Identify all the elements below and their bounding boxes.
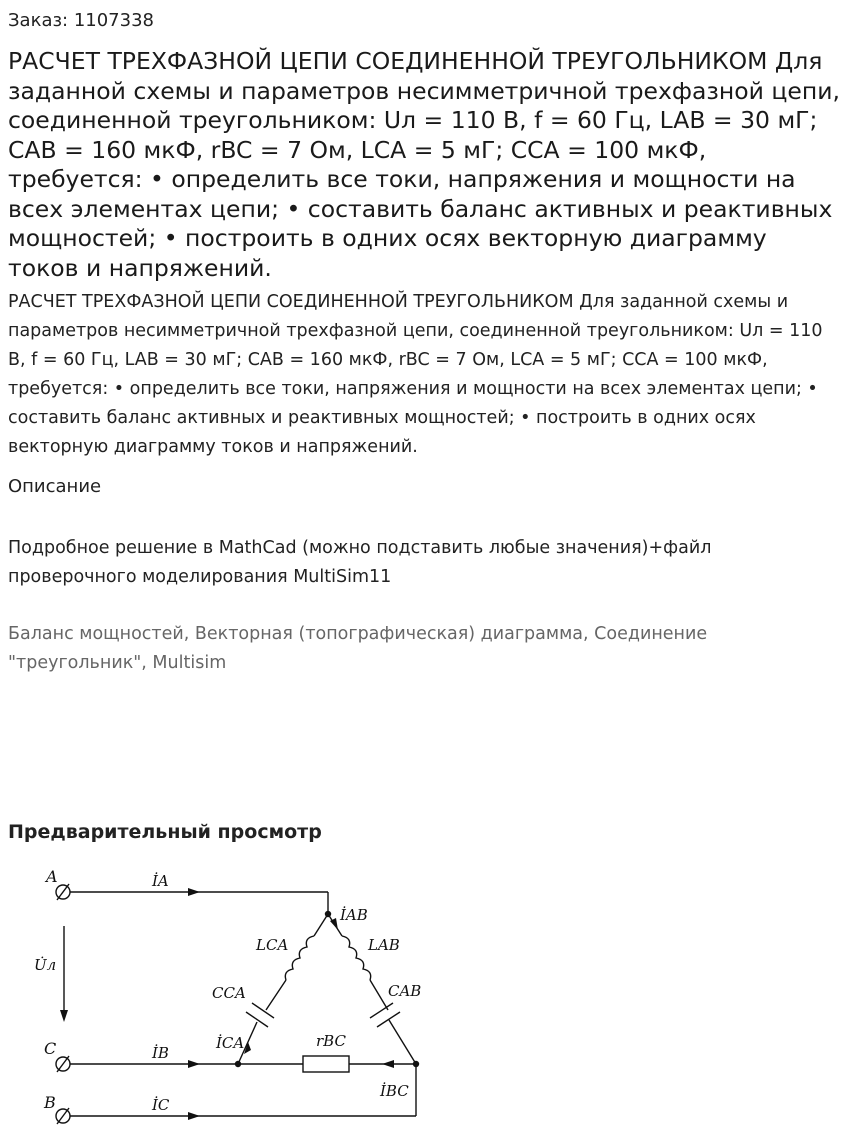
tags-list: Баланс мощностей, Векторная (топографическая) диаграмма, Соединение "треугольник", Multisim bbox=[8, 624, 708, 673]
arrow-ic bbox=[188, 1112, 200, 1120]
label-terminal-c: C bbox=[44, 1039, 57, 1058]
wire-ca-top bbox=[314, 914, 328, 936]
label-c-ca: CCA bbox=[212, 984, 246, 1002]
label-current-ab: İAB bbox=[340, 906, 368, 924]
preview-heading: Предварительный просмотр bbox=[8, 821, 322, 843]
label-terminal-a: A bbox=[46, 867, 58, 886]
arrow-ibc bbox=[382, 1060, 394, 1068]
description-heading: Описание bbox=[8, 476, 102, 497]
label-current-c: İC bbox=[152, 1096, 170, 1114]
capacitor-cab-plate1 bbox=[370, 1003, 393, 1018]
arrow-voltage bbox=[60, 1010, 68, 1022]
label-voltage: U̇л bbox=[34, 956, 57, 974]
task-body-text: РАСЧЕТ ТРЕХФАЗНОЙ ЦЕПИ СОЕДИНЕННОЙ ТРЕУГОЛЬНИКОМ Для заданной схемы и параметров несимметричной трехфазной цепи, соединенной треугольником: Uл = 110 В, f = 60 Гц, LAB = 30 мГ; CAB = 160 мкФ, rBC = 7 Ом, LCA = 5 мГ; CCA = 100 мкФ, требуется: • определить все токи, напряжения и мощности на всех элементах цепи; • составить баланс активных и реактивных мощностей; • построить в одних осях векторную диаграмму токов и напряжений. bbox=[8, 292, 823, 457]
wire-ca-mid bbox=[266, 980, 286, 1010]
inductor-lab bbox=[342, 936, 371, 980]
capacitor-cca-plate1 bbox=[252, 1003, 274, 1018]
label-c-ab: CAB bbox=[388, 982, 422, 1000]
inductor-lca bbox=[285, 936, 314, 980]
label-l-ab: LAB bbox=[368, 936, 400, 954]
label-current-bc: İBC bbox=[380, 1082, 409, 1100]
description-text: Подробное решение в MathCad (можно подставить любые значения)+файл проверочного моделирования MultiSim11 bbox=[8, 538, 712, 587]
arrow-ia bbox=[188, 888, 200, 896]
task-title: РАСЧЕТ ТРЕХФАЗНОЙ ЦЕПИ СОЕДИНЕННОЙ ТРЕУГОЛЬНИКОМ Для заданной схемы и параметров несимметричной трехфазной цепи, соединенной треугольником: Uл = 110 В, f = 60 Гц, LAB = 30 мГ; CAB = 160 мкФ, rBC = 7 Ом, LCA = 5 мГ; CCA = 100 мкФ, требуется: • определить все токи, напряжения и мощности на всех элементах цепи; • составить баланс активных и реактивных мощностей; • построить в одних осях векторную диаграмму токов и напряжений. bbox=[8, 47, 840, 282]
order-number: Заказ: 1107338 bbox=[8, 10, 154, 31]
node-b bbox=[413, 1061, 419, 1067]
wire-ab-bottom bbox=[389, 1020, 416, 1064]
capacitor-cca-plate2 bbox=[246, 1012, 268, 1027]
label-current-b: İB bbox=[152, 1044, 169, 1062]
capacitor-cab-plate2 bbox=[377, 1012, 400, 1027]
label-r-bc: rBC bbox=[316, 1032, 346, 1050]
wire-ab-mid bbox=[370, 980, 388, 1010]
arrow-ib bbox=[188, 1060, 200, 1068]
node-a bbox=[325, 911, 331, 917]
resistor-rbc bbox=[303, 1056, 349, 1072]
label-l-ca: LCA bbox=[256, 936, 289, 954]
node-c bbox=[235, 1061, 241, 1067]
label-current-ca: İCA bbox=[216, 1034, 245, 1052]
label-current-a: İA bbox=[152, 872, 169, 890]
label-terminal-b: B bbox=[44, 1093, 56, 1112]
circuit-diagram bbox=[0, 860, 440, 1140]
